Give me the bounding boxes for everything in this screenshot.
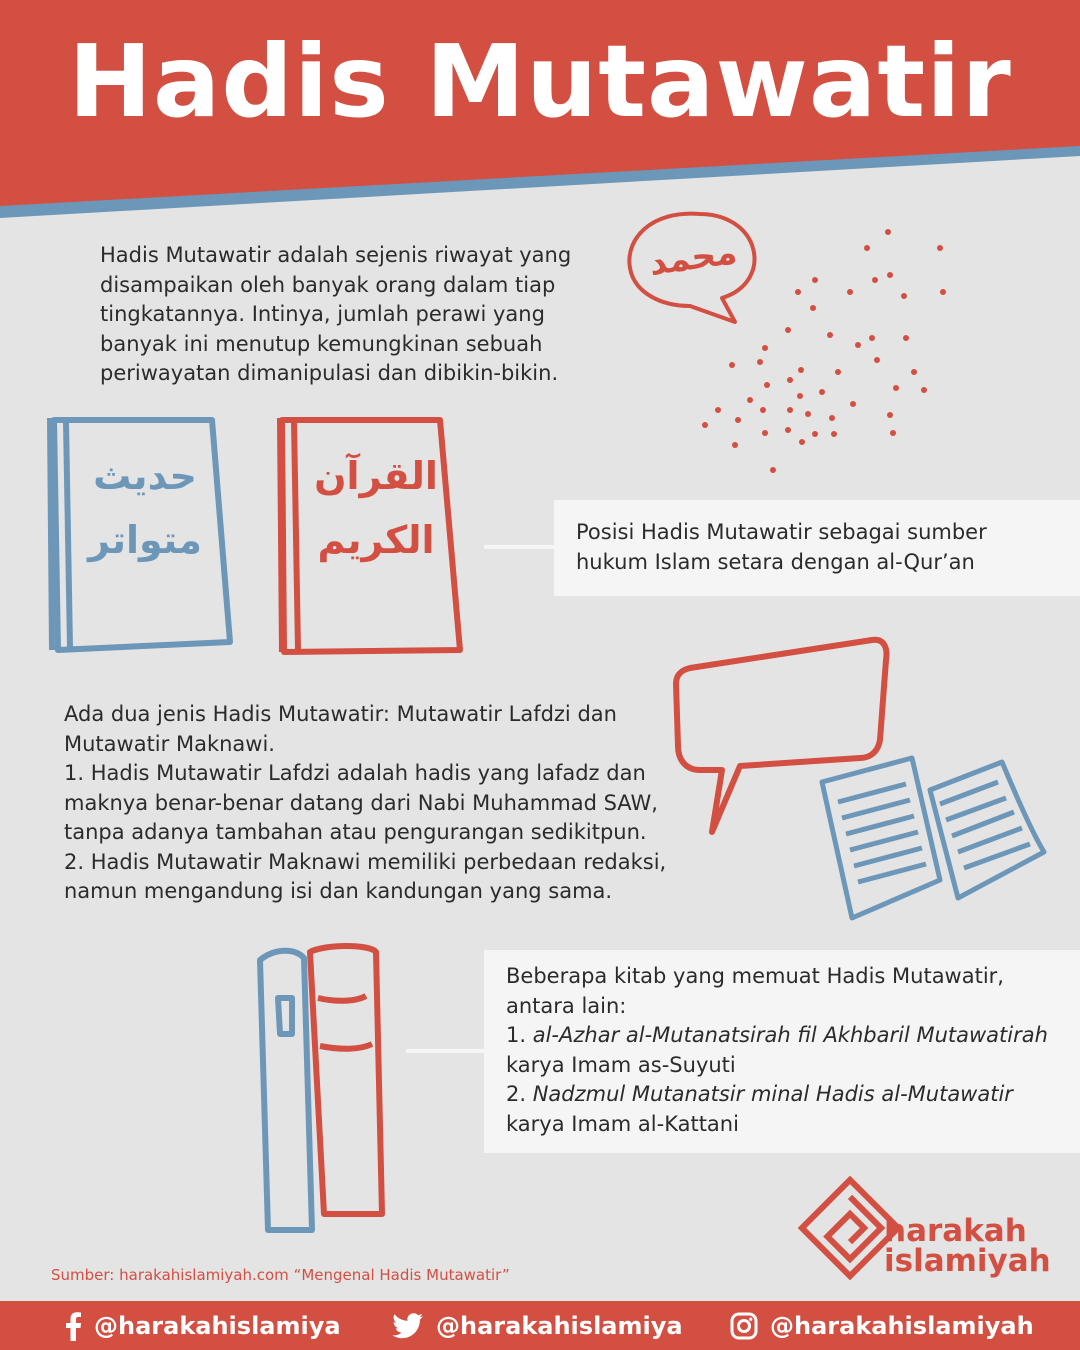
facebook-link[interactable] bbox=[64, 1301, 341, 1350]
kitab-item-2-title: Nadzmul Mutanatsir minal Hadis al-Mutawatir bbox=[532, 1082, 1013, 1106]
kitab-item-1-title: al-Azhar al-Mutanatsirah fil Akhbaril Mutawatirah bbox=[532, 1023, 1048, 1047]
instagram-link[interactable] bbox=[730, 1301, 1034, 1350]
kitab-intro: Beberapa kitab yang memuat Hadis Mutawatir, antara lain: bbox=[506, 964, 1004, 1018]
types-line-intro: Ada dua jenis Hadis Mutawatir: Mutawatir Lafdzi dan Mutawatir Maknawi. bbox=[64, 702, 617, 756]
twitter-handle: @harakahislamiya bbox=[436, 1311, 683, 1340]
logo-line-1: harakah bbox=[884, 1213, 1027, 1249]
logo-line-2: islamiyah bbox=[884, 1243, 1051, 1279]
page-title: Hadis Mutawatir bbox=[68, 23, 1012, 140]
twitter-link[interactable] bbox=[392, 1301, 683, 1350]
types-line-lafdzi: 1. Hadis Mutawatir Lafdzi adalah hadis yang lafadz dan maknya benar-benar datang dari Nabi Muhammad SAW, tanpa adanya tambahan atau pengurangan sedikitpun. bbox=[64, 761, 658, 844]
footer-bar bbox=[0, 1301, 1080, 1350]
position-text: Posisi Hadis Mutawatir sebagai sumber hukum Islam setara dengan al-Qur’an bbox=[576, 520, 987, 574]
source-citation: Sumber: harakahislamiyah.com “Mengenal Hadis Mutawatir” bbox=[51, 1266, 510, 1284]
instagram-icon bbox=[730, 1312, 758, 1340]
facebook-handle: @harakahislamiya bbox=[94, 1311, 341, 1340]
kitab-item-2-number: 2. bbox=[506, 1082, 533, 1106]
quran-book-title-line1: القرآن bbox=[314, 454, 438, 498]
facebook-icon bbox=[64, 1311, 82, 1341]
twitter-icon bbox=[392, 1313, 424, 1339]
kitab-item-1-number: 1. bbox=[506, 1023, 533, 1047]
quran-book-title-line2: الكريم bbox=[317, 518, 435, 562]
logo-wordmark bbox=[884, 1213, 1051, 1279]
instagram-handle: @harakahislamiyah bbox=[770, 1311, 1034, 1340]
kitab-item-2-author: karya Imam al-Kattani bbox=[506, 1111, 739, 1136]
speech-bubble-arabic: محمد bbox=[646, 232, 740, 284]
hadith-book-title-line2: متواتر bbox=[88, 518, 202, 562]
types-line-maknawi: 2. Hadis Mutawatir Maknawi memiliki perbedaan redaksi, namun mengandung isi dan kandungan yang sama. bbox=[64, 849, 667, 903]
kitab-item-1-author: karya Imam as-Suyuti bbox=[506, 1052, 736, 1077]
intro-paragraph: Hadis Mutawatir adalah sejenis riwayat yang disampaikan oleh banyak orang dalam tiap tingkatannya. Intinya, jumlah perawi yang banyak ini menutup kemungkinan sebuah periwayatan dimanipulasi dan dibikin-bikin. bbox=[100, 243, 572, 385]
hadith-book-title-line1: حديث bbox=[93, 454, 197, 498]
